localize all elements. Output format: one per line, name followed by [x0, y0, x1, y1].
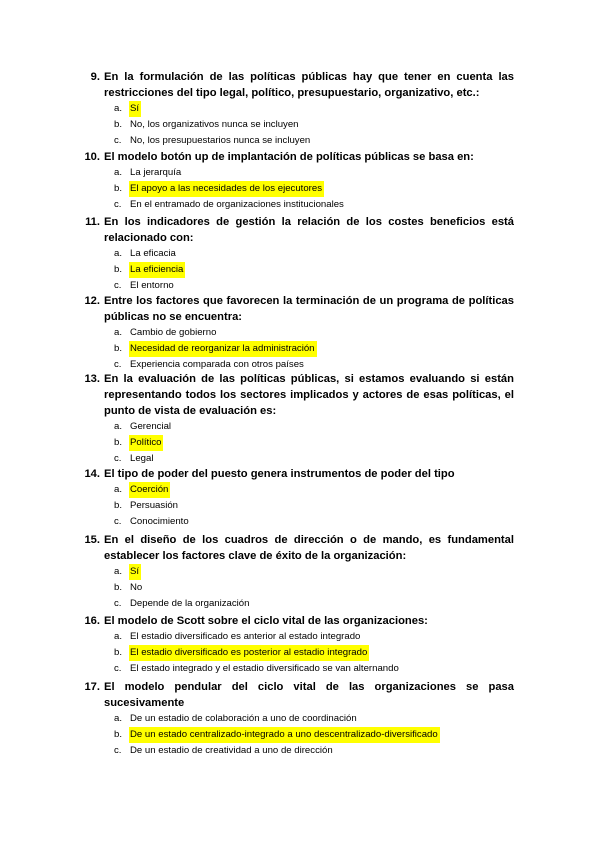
option-text: La eficacia	[130, 248, 176, 259]
option-letter: b.	[114, 437, 123, 448]
option-text: La jerarquía	[130, 167, 182, 178]
question-heading	[82, 214, 514, 246]
option-letter: a.	[114, 167, 123, 178]
question-9	[82, 69, 514, 149]
option-letter: c.	[114, 135, 122, 146]
option-text: Sí	[129, 564, 141, 580]
question-15	[82, 532, 514, 612]
question-number: 15.	[84, 534, 100, 546]
option-c	[82, 197, 514, 213]
question-heading	[82, 69, 514, 101]
option-text: El entorno	[130, 280, 174, 291]
option-letter: c.	[114, 663, 122, 674]
option-b	[82, 580, 514, 596]
option-text: Depende de la organización	[130, 598, 250, 609]
option-letter: c.	[114, 516, 122, 527]
option-letter: a.	[114, 484, 123, 495]
options-list	[82, 419, 514, 467]
question-text: En el diseño de los cuadros de dirección o de mando, es fundamental establecer los factores clave de éxito de la organización:	[104, 534, 514, 562]
option-text: En el entramado de organizaciones institucionales	[130, 199, 344, 210]
question-number: 16.	[84, 615, 100, 627]
option-text: Gerencial	[130, 421, 172, 432]
option-a	[82, 629, 514, 645]
question-17	[82, 679, 514, 759]
option-letter: b.	[114, 343, 123, 354]
question-16	[82, 613, 514, 677]
option-text: Conocimiento	[130, 516, 189, 527]
option-b	[82, 498, 514, 514]
question-12	[82, 293, 514, 373]
option-text: No	[130, 582, 143, 593]
option-text: No, los presupuestarios nunca se incluyen	[130, 135, 311, 146]
option-a	[82, 419, 514, 435]
option-text: De un estadio de creatividad a uno de dirección	[130, 745, 333, 756]
option-letter: a.	[114, 103, 123, 114]
option-text: Cambio de gobierno	[130, 327, 217, 338]
option-letter: c.	[114, 359, 122, 370]
option-a	[82, 325, 514, 341]
question-text: Entre los factores que favorecen la terminación de un programa de políticas públicas no se encuentra:	[104, 295, 514, 323]
options-list	[82, 564, 514, 612]
options-list	[82, 101, 514, 149]
question-text: El modelo pendular del ciclo vital de las organizaciones se pasa sucesivamente	[104, 681, 514, 709]
options-list	[82, 482, 514, 530]
question-13	[82, 371, 514, 467]
question-11	[82, 214, 514, 294]
option-letter: a.	[114, 327, 123, 338]
option-text: La eficiencia	[129, 262, 185, 278]
option-c	[82, 451, 514, 467]
question-number: 13.	[84, 373, 100, 385]
options-list	[82, 325, 514, 373]
option-letter: a.	[114, 631, 123, 642]
option-text: Coerción	[129, 482, 170, 498]
option-c	[82, 514, 514, 530]
option-text: Sí	[129, 101, 141, 117]
option-text: El estado integrado y el estadio diversificado se van alternando	[130, 663, 399, 674]
options-list	[82, 629, 514, 677]
question-heading	[82, 679, 514, 711]
options-list	[82, 165, 514, 213]
option-c	[82, 743, 514, 759]
question-text: El modelo botón up de implantación de políticas públicas se basa en:	[104, 151, 474, 163]
option-c	[82, 278, 514, 294]
option-letter: b.	[114, 500, 123, 511]
option-c	[82, 133, 514, 149]
option-a	[82, 246, 514, 262]
option-letter: c.	[114, 745, 122, 756]
option-text: El apoyo a las necesidades de los ejecutores	[129, 181, 324, 197]
question-heading	[82, 293, 514, 325]
option-letter: c.	[114, 453, 122, 464]
option-letter: a.	[114, 566, 123, 577]
question-number: 14.	[84, 468, 100, 480]
option-letter: a.	[114, 713, 123, 724]
option-text: Legal	[130, 453, 154, 464]
option-b	[82, 645, 514, 661]
option-text: El estadio diversificado es posterior al estadio integrado	[129, 645, 369, 661]
option-letter: b.	[114, 183, 123, 194]
option-a	[82, 711, 514, 727]
question-text: En la evaluación de las políticas públicas, si estamos evaluando si están representando todos los sectores implicados y actores de esas políticas, el punto de vista de evaluación es:	[104, 373, 514, 417]
option-b	[82, 262, 514, 278]
options-list	[82, 711, 514, 759]
option-c	[82, 661, 514, 677]
question-heading	[82, 613, 514, 629]
question-number: 9.	[90, 71, 100, 83]
question-10	[82, 149, 514, 213]
option-text: No, los organizativos nunca se incluyen	[130, 119, 299, 130]
question-number: 12.	[84, 295, 100, 307]
question-number: 17.	[84, 681, 100, 693]
option-text: De un estadio de colaboración a uno de coordinación	[130, 713, 357, 724]
option-letter: b.	[114, 119, 123, 130]
option-letter: c.	[114, 598, 122, 609]
question-number: 11.	[85, 216, 100, 228]
option-text: Persuasión	[130, 500, 178, 511]
question-heading	[82, 532, 514, 564]
option-text: Necesidad de reorganizar la administración	[129, 341, 317, 357]
option-letter: b.	[114, 582, 123, 593]
option-text: De un estado centralizado-integrado a uno descentralizado-diversificado	[129, 727, 440, 743]
option-a	[82, 165, 514, 181]
question-heading	[82, 466, 514, 482]
option-text: Experiencia comparada con otros países	[130, 359, 304, 370]
question-text: En los indicadores de gestión la relación de los costes beneficios está relacionado con:	[104, 216, 514, 244]
option-c	[82, 596, 514, 612]
option-b	[82, 117, 514, 133]
question-heading	[82, 149, 514, 165]
option-letter: a.	[114, 421, 123, 432]
option-b	[82, 341, 514, 357]
options-list	[82, 246, 514, 294]
question-text: El tipo de poder del puesto genera instrumentos de poder del tipo	[104, 468, 455, 480]
option-a	[82, 564, 514, 580]
option-b	[82, 181, 514, 197]
option-a	[82, 101, 514, 117]
option-b	[82, 727, 514, 743]
question-text: En la formulación de las políticas públicas hay que tener en cuenta las restricciones del tipo legal, político, presupuestario, organizativo, etc.:	[104, 71, 514, 99]
option-letter: c.	[114, 199, 122, 210]
option-letter: a.	[114, 248, 123, 259]
question-14	[82, 466, 514, 530]
question-text: El modelo de Scott sobre el ciclo vital de las organizaciones:	[104, 615, 428, 627]
question-heading	[82, 371, 514, 419]
option-letter: b.	[114, 264, 123, 275]
option-text: Político	[129, 435, 163, 451]
option-b	[82, 435, 514, 451]
question-number: 10.	[84, 151, 100, 163]
option-a	[82, 482, 514, 498]
option-letter: c.	[114, 280, 122, 291]
option-text: El estadio diversificado es anterior al estado integrado	[130, 631, 361, 642]
option-letter: b.	[114, 647, 123, 658]
option-letter: b.	[114, 729, 123, 740]
